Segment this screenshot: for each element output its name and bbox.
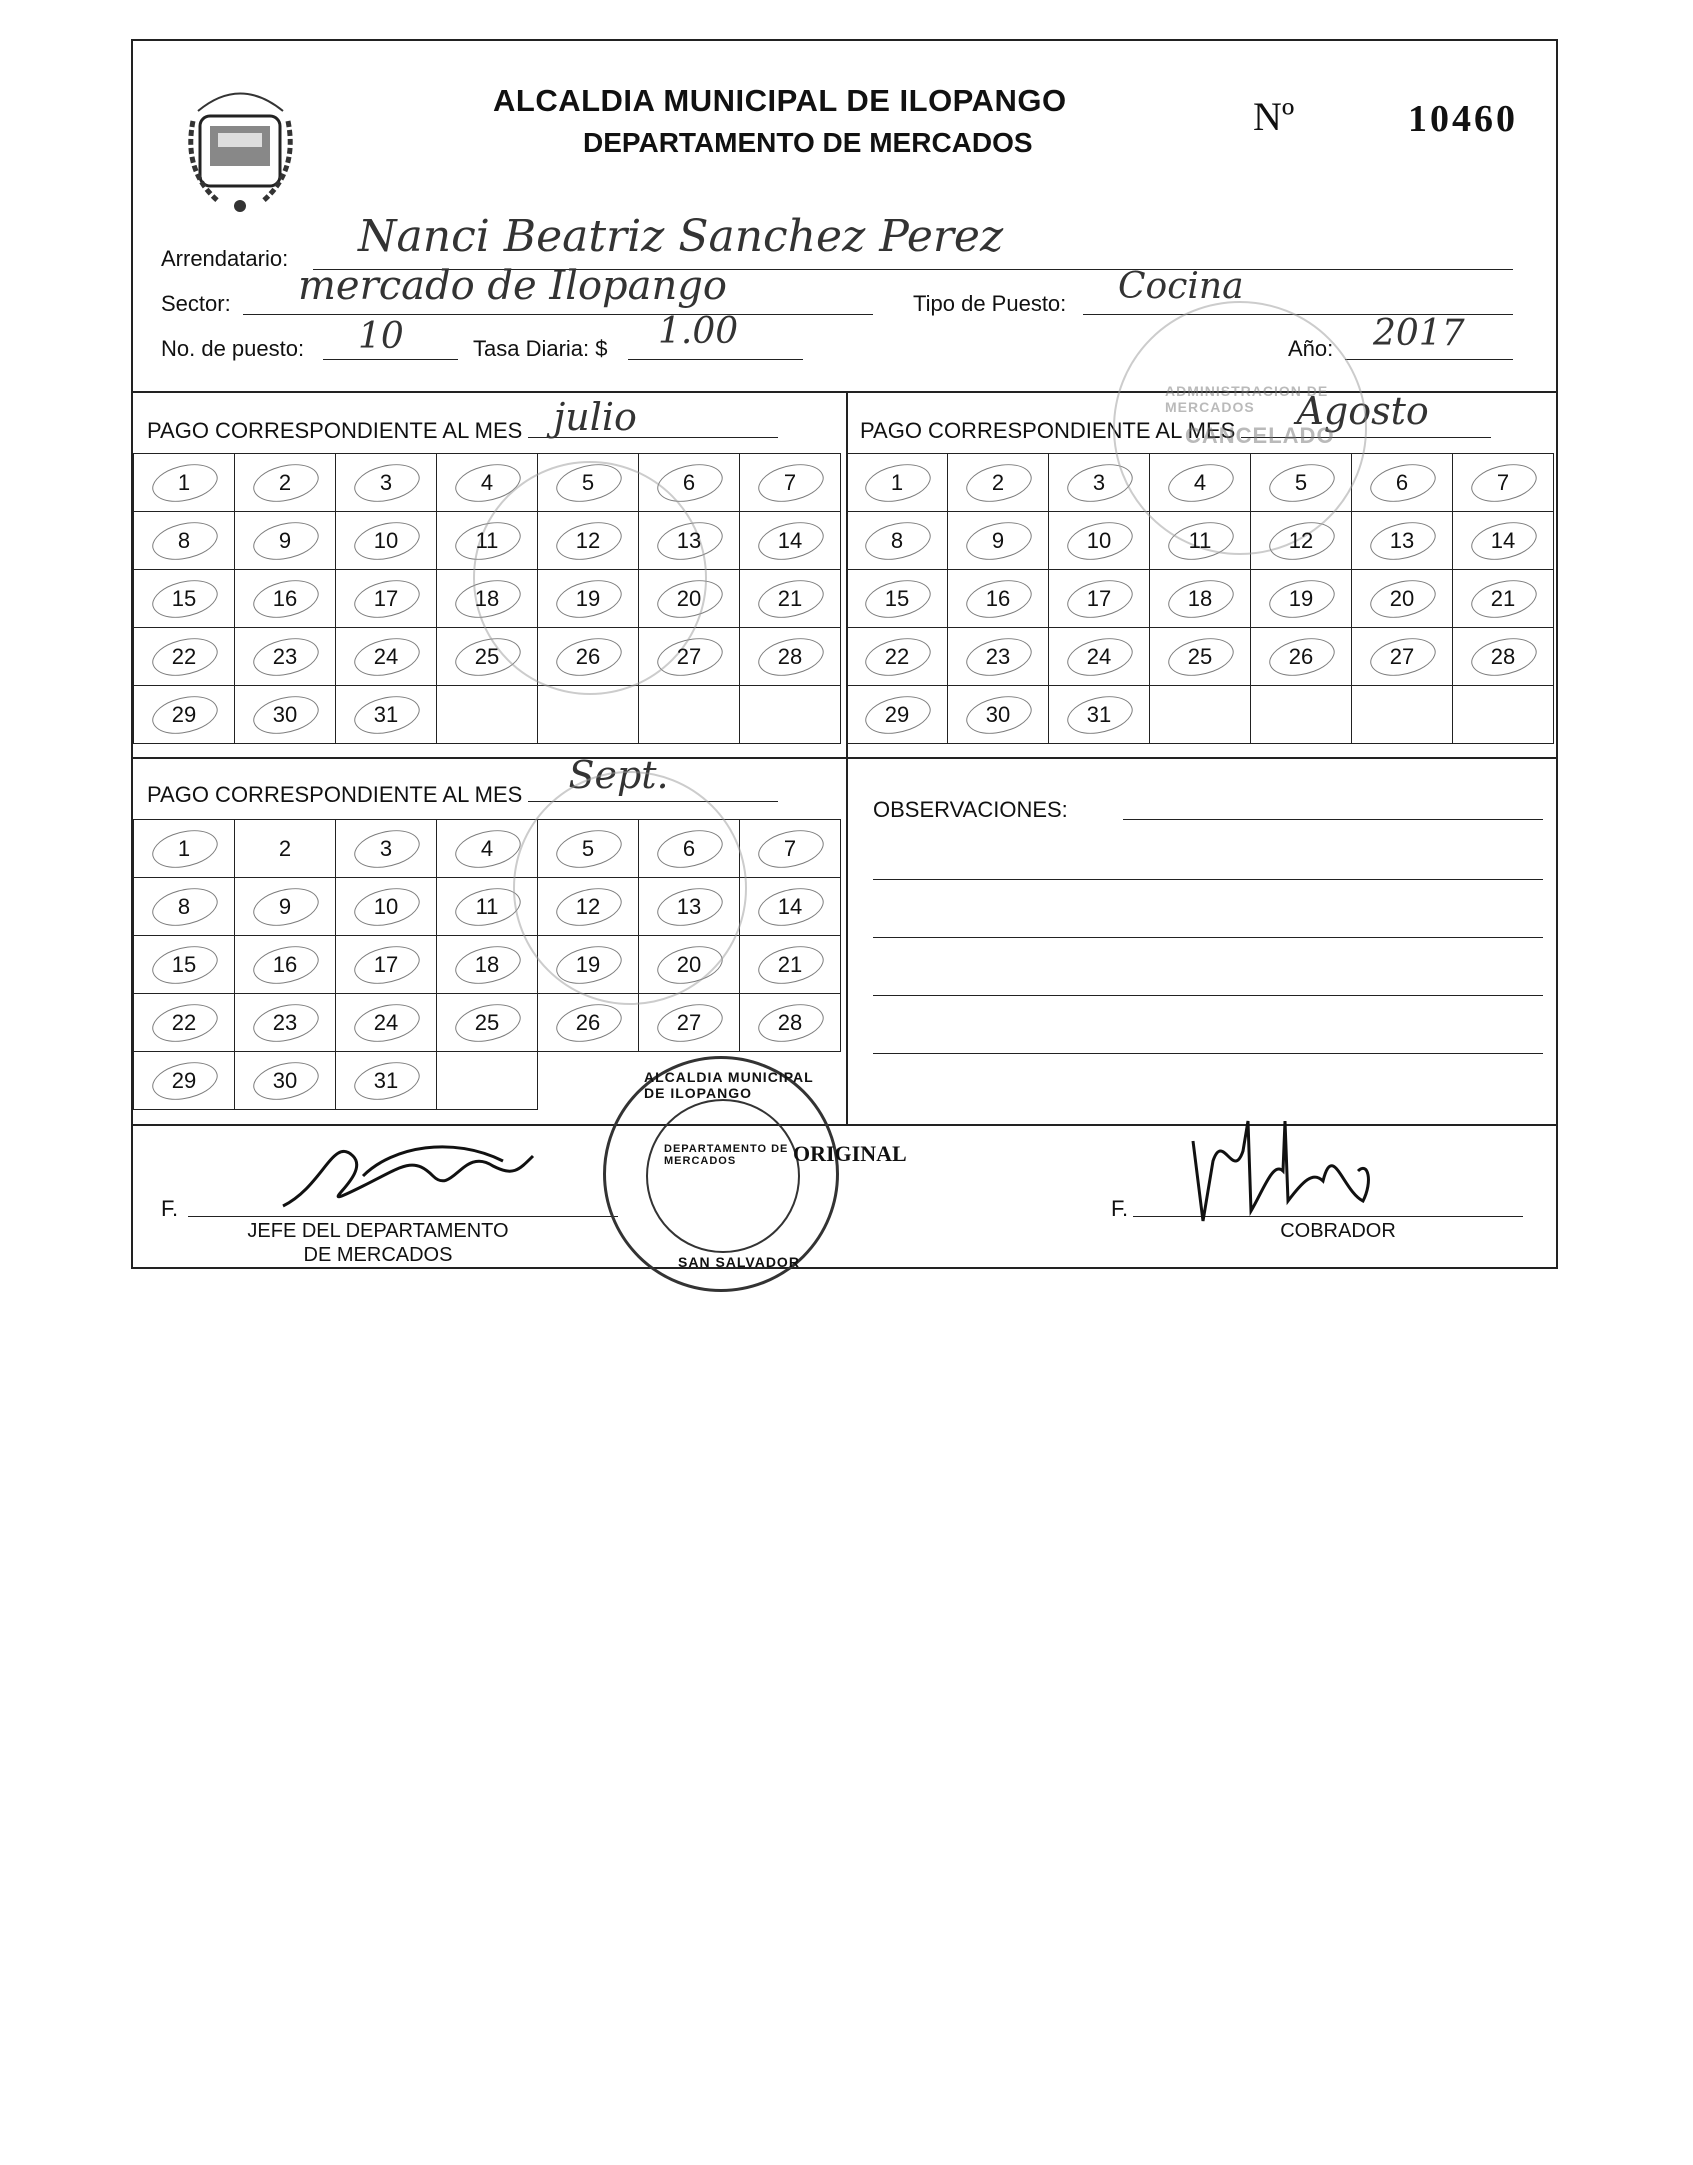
month3-day: 15 [134, 936, 235, 994]
tipo-puesto-value: Cocina [1118, 266, 1244, 307]
month1-day: 22 [134, 628, 235, 686]
month2-day: 19 [1251, 570, 1352, 628]
month3-day: 31 [336, 1052, 437, 1110]
month1-day: 11 [437, 512, 538, 570]
month1-day: 31 [336, 686, 437, 744]
month1-day [639, 686, 740, 744]
month1-day: 28 [740, 628, 841, 686]
month3-day: 3 [336, 820, 437, 878]
month3-day: 9 [235, 878, 336, 936]
form-subtitle: DEPARTAMENTO DE MERCADOS [583, 127, 1033, 158]
month1-day: 27 [639, 628, 740, 686]
anio-value: 2017 [1373, 313, 1465, 354]
month1-day: 17 [336, 570, 437, 628]
month3-day: 26 [538, 994, 639, 1052]
month1-day: 26 [538, 628, 639, 686]
jefe-signature-icon [263, 1116, 553, 1226]
tasa-value: 1.00 [658, 311, 739, 352]
month2-day: 9 [948, 512, 1049, 570]
month3-day: 8 [134, 878, 235, 936]
month2-day: 14 [1453, 512, 1554, 570]
sector-value: mercado de Ilopango [298, 263, 727, 309]
month1-line [528, 395, 778, 439]
month2-day: 29 [847, 686, 948, 744]
cobrador-label: COBRADOR [1280, 1220, 1396, 1242]
month2-day: 4 [1150, 454, 1251, 512]
month2-day: 27 [1352, 628, 1453, 686]
month3-day: 20 [639, 936, 740, 994]
observaciones-line [873, 879, 1543, 880]
month3-day: 25 [437, 994, 538, 1052]
month3-day: 2 [235, 820, 336, 878]
faint-stamp [513, 771, 747, 1005]
month3-day: 24 [336, 994, 437, 1052]
month2-day: 17 [1049, 570, 1150, 628]
jefe-label [228, 1219, 528, 1267]
month1-day: 21 [740, 570, 841, 628]
month3-day: 11 [437, 878, 538, 936]
month3-label: PAGO CORRESPONDIENTE AL MES [147, 782, 523, 807]
month3-day: 10 [336, 878, 437, 936]
month1-day: 29 [134, 686, 235, 744]
month3-day: 4 [437, 820, 538, 878]
month3-day: 22 [134, 994, 235, 1052]
month1-label: PAGO CORRESPONDIENTE AL MES [147, 418, 523, 443]
observaciones-line [873, 1053, 1543, 1054]
month1-day: 7 [740, 454, 841, 512]
month2-day: 3 [1049, 454, 1150, 512]
month1-day: 8 [134, 512, 235, 570]
month3-day: 13 [639, 878, 740, 936]
month3-day: 14 [740, 878, 841, 936]
month2-day [1453, 686, 1554, 744]
month1-day: 18 [437, 570, 538, 628]
month3-day: 18 [437, 936, 538, 994]
month2-day: 12 [1251, 512, 1352, 570]
month1-day: 30 [235, 686, 336, 744]
month1-day: 23 [235, 628, 336, 686]
month1-day [740, 686, 841, 744]
month2-day [1251, 686, 1352, 744]
puesto-label: No. de puesto: [161, 336, 305, 361]
sector-line [243, 314, 873, 315]
month2-day: 6 [1352, 454, 1453, 512]
anio-line [1345, 359, 1513, 360]
month2-day: 23 [948, 628, 1049, 686]
month2-day: 20 [1352, 570, 1453, 628]
month3-day: 6 [639, 820, 740, 878]
tasa-label: Tasa Diaria: $ [473, 336, 608, 361]
month2-day: 24 [1049, 628, 1150, 686]
month2-day [1150, 686, 1251, 744]
number-label: Nº [1253, 94, 1295, 139]
month2-value: Agosto [1296, 389, 1429, 433]
stamp-bottom-text: SAN SALVADOR [678, 1254, 800, 1270]
month2-day: 10 [1049, 512, 1150, 570]
month2-day: 21 [1453, 570, 1554, 628]
month1-day: 4 [437, 454, 538, 512]
month1-day: 6 [639, 454, 740, 512]
municipal-stamp-inner [646, 1099, 800, 1253]
month3-day: 28 [740, 994, 841, 1052]
tasa-line [628, 359, 803, 360]
puesto-line [323, 359, 458, 360]
month3-day: 17 [336, 936, 437, 994]
month2-day [1352, 686, 1453, 744]
month1-day: 5 [538, 454, 639, 512]
jefe-f-label: F. [161, 1196, 179, 1221]
jefe-label-line2: DE MERCADOS [303, 1244, 453, 1266]
month1-day: 15 [134, 570, 235, 628]
month3-day: 19 [538, 936, 639, 994]
month3-day: 7 [740, 820, 841, 878]
month3-day: 30 [235, 1052, 336, 1110]
cobrador-f-label: F. [1111, 1196, 1129, 1221]
original-stamp: ORIGINAL [793, 1141, 907, 1166]
month1-day: 12 [538, 512, 639, 570]
month1-day: 13 [639, 512, 740, 570]
puesto-value: 10 [358, 316, 404, 357]
month1-day: 16 [235, 570, 336, 628]
arrendatario-label: Arrendatario: [161, 246, 289, 271]
month1-day: 9 [235, 512, 336, 570]
month3-day: 29 [134, 1052, 235, 1110]
month2-day: 26 [1251, 628, 1352, 686]
month1-day: 20 [639, 570, 740, 628]
month2-day: 31 [1049, 686, 1150, 744]
observaciones-line [873, 995, 1543, 996]
month2-day: 1 [847, 454, 948, 512]
month1-day: 3 [336, 454, 437, 512]
month3-day: 12 [538, 878, 639, 936]
municipal-stamp [603, 1056, 839, 1292]
month3-day [437, 1052, 538, 1110]
month3-day: 1 [134, 820, 235, 878]
month1-heading [147, 395, 778, 444]
receipt-number: 10460 [1408, 98, 1518, 140]
month3-day: 16 [235, 936, 336, 994]
month1-day: 25 [437, 628, 538, 686]
month2-day: 11 [1150, 512, 1251, 570]
month1-day [437, 686, 538, 744]
stamp-inner-text: DEPARTAMENTO DE MERCADOS [664, 1143, 789, 1167]
month2-day: 7 [1453, 454, 1554, 512]
observaciones-line [873, 937, 1543, 938]
arrendatario-value: Nanci Beatriz Sanchez Perez [358, 211, 1004, 262]
month2-day: 28 [1453, 628, 1554, 686]
tipo-puesto-label: Tipo de Puesto: [913, 291, 1067, 316]
month1-value: julio [553, 395, 637, 439]
month3-day: 21 [740, 936, 841, 994]
month2-day: 5 [1251, 454, 1352, 512]
cancelado-stamp-text: CANCELADO [1185, 423, 1335, 448]
month2-day: 2 [948, 454, 1049, 512]
month3-day: 5 [538, 820, 639, 878]
month2-day: 13 [1352, 512, 1453, 570]
month2-label: PAGO CORRESPONDIENTE AL MES [860, 418, 1236, 443]
sector-label: Sector: [161, 291, 231, 316]
month3-value: Sept. [568, 753, 669, 797]
month2-day: 15 [847, 570, 948, 628]
payment-form [131, 39, 1558, 1269]
observaciones-lines [873, 741, 1543, 1121]
form-title: ALCALDIA MUNICIPAL DE ILOPANGO [493, 83, 1067, 118]
month2-day: 16 [948, 570, 1049, 628]
month1-day: 10 [336, 512, 437, 570]
month2-day: 8 [847, 512, 948, 570]
month2-day: 22 [847, 628, 948, 686]
month2-day: 18 [1150, 570, 1251, 628]
month1-day-grid [133, 453, 841, 744]
observaciones-line [1123, 819, 1543, 820]
month1-day: 1 [134, 454, 235, 512]
month2-day: 25 [1150, 628, 1251, 686]
month3-day: 23 [235, 994, 336, 1052]
anio-label: Año: [1288, 336, 1334, 361]
month3-day: 27 [639, 994, 740, 1052]
cancelado-stamp-admin: ADMINISTRACION DE MERCADOS [1165, 383, 1329, 415]
month1-day: 19 [538, 570, 639, 628]
stamp-outer-text: ALCALDIA MUNICIPAL DE ILOPANGO [644, 1069, 814, 1101]
month1-day: 24 [336, 628, 437, 686]
cancelado-stamp [1113, 301, 1367, 555]
month1-day: 2 [235, 454, 336, 512]
jefe-label-line1: JEFE DEL DEPARTAMENTO [247, 1220, 509, 1242]
municipal-seal-icon [178, 71, 303, 221]
month2-day: 30 [948, 686, 1049, 744]
observaciones-label: OBSERVACIONES: [873, 797, 1068, 822]
month1-day: 14 [740, 512, 841, 570]
